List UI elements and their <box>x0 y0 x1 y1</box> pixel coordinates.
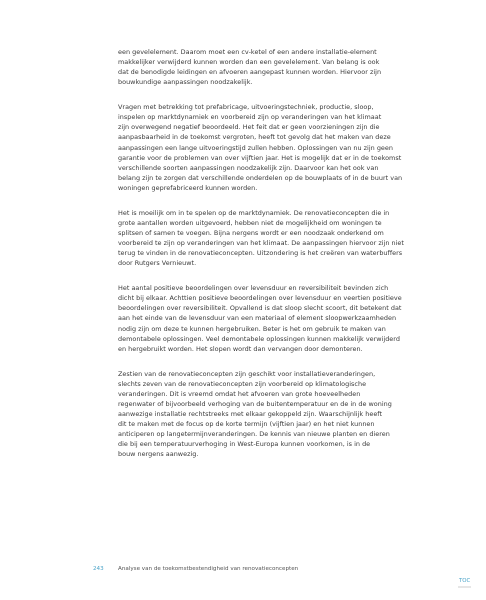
text-line: aan het einde van de levensduur van een materiaal of element sloopwerkzaamheden <box>118 314 397 323</box>
text-line: zijn overwegend negatief beoordeeld. Het feit dat er geen voorzieningen zijn die <box>118 123 380 132</box>
text-line: belang zijn te zorgen dat verschillende onderdelen op de bouwplaats of in de buurt van <box>118 173 403 182</box>
paragraph-3 <box>118 208 440 269</box>
text-line: garantie voor de problemen van over vijftien jaar. Het is mogelijk dat er in de toekomst <box>118 153 402 162</box>
body-text <box>118 47 440 474</box>
text-line: dicht bij elkaar. Achttien positieve beoordelingen over levensduur en veertien positieve <box>118 294 402 303</box>
text-line: Zestien van de renovatieconcepten zijn geschikt voor installatieveranderingen, <box>118 369 376 378</box>
running-title: Analyse van de toekomstbestendigheid van renovatieconcepten <box>118 566 299 572</box>
paragraph-4 <box>118 283 440 354</box>
text-line: aanpassingen een lange uitvoeringstijd zullen hebben. Oplossingen van nu zijn geen <box>118 143 393 152</box>
page-number: 243 <box>93 566 104 572</box>
text-line: bouwkundige aanpassingen noodzakelijk. <box>118 78 253 87</box>
toc-link[interactable]: TOC <box>459 578 471 584</box>
text-line: veranderingen. Dit is vreemd omdat het afvoeren van grote hoeveelheden <box>118 389 361 398</box>
text-line: een gevelelement. Daarom moet een cv-ketel of een andere installatie-element <box>118 48 377 56</box>
paragraph-1 <box>118 47 440 87</box>
toc-underline <box>458 586 471 588</box>
text-line: regenwater of bijvoorbeeld verhoging van de buitentemperatuur en de in de woning <box>118 399 392 408</box>
text-line: slechts zeven van de renovatieconcepten zijn voorbereid op klimatologische <box>118 379 367 388</box>
text-line: aanpasbaarheid in de toekomst vergroten, heeft tot gevolg dat het maken van deze <box>118 133 391 142</box>
text-line: verschillende soorten aanpassingen noodzakelijk zijn. Daarvoor kan het ook van <box>118 163 379 172</box>
page-footer <box>93 566 298 572</box>
text-line: makkelijker verwijderd kunnen worden dan een gevelelement. Van belang is ook <box>118 58 380 67</box>
text-line: bouw nergens aanwezig. <box>118 450 199 459</box>
text-line: door Rutgers Vernieuwt. <box>118 259 197 268</box>
text-line: Het is moeilijk om in te spelen op de marktdynamiek. De renovatieconcepten die in <box>118 208 390 217</box>
text-line: woningen geprefabriceerd kunnen worden. <box>118 183 258 192</box>
text-line: Het aantal positieve beoordelingen over levensduur en reversibiliteit bevinden zich <box>118 284 389 293</box>
text-line: splitsen of samen te voegen. Bijna nergens wordt er een noodzaak onderkend om <box>118 229 384 237</box>
text-line: dat de benodigde leidingen en afvoeren aangepast kunnen worden. Hiervoor zijn <box>118 68 382 77</box>
text-line: die bij een temperatuurverhoging in West-Europa kunnen voorkomen, is in de <box>118 440 371 449</box>
text-line: demontabele oplossingen. Veel demontabele oplossingen kunnen makkelijk verwijderd <box>118 334 400 343</box>
text-line: dit te maken met de focus op de korte termijn (vijftien jaar) en het niet kunnen <box>118 420 375 429</box>
text-line: grote aantallen worden uitgevoerd, hebben niet de mogelijkheid om woningen te <box>118 218 382 227</box>
paragraph-5 <box>118 369 440 460</box>
text-line: en hergebruikt worden. Het slopen wordt dan vervangen door demonteren. <box>118 344 363 353</box>
text-line: aanwezige installatie rechtstreeks met elkaar gekoppeld zijn. Waarschijnlijk heeft <box>118 410 383 418</box>
text-line: terug te vinden in de renovatieconcepten. Uitzondering is het creëren van waterbuffers <box>118 249 403 258</box>
text-line: nodig zijn om deze te kunnen hergebruiken. Beter is het om gebruik te maken van <box>118 324 386 333</box>
text-line: voorbereid te zijn op veranderingen van het klimaat. De aanpassingen hiervoor zijn niet <box>118 239 404 248</box>
text-line: anticiperen op langetermijnveranderingen. De kennis van nieuwe planten en dieren <box>118 430 390 439</box>
paragraph-2 <box>118 102 440 193</box>
text-line: inspelen op marktdynamiek en voorbereid zijn op veranderingen van het klimaat <box>118 113 382 122</box>
text-line: Vragen met betrekking tot prefabricage, uitvoeringstechniek, productie, sloop, <box>118 103 374 112</box>
text-line: beoordelingen over reversibiliteit. Opvallend is dat sloop slecht scoort, dit betekent dat <box>118 304 402 313</box>
